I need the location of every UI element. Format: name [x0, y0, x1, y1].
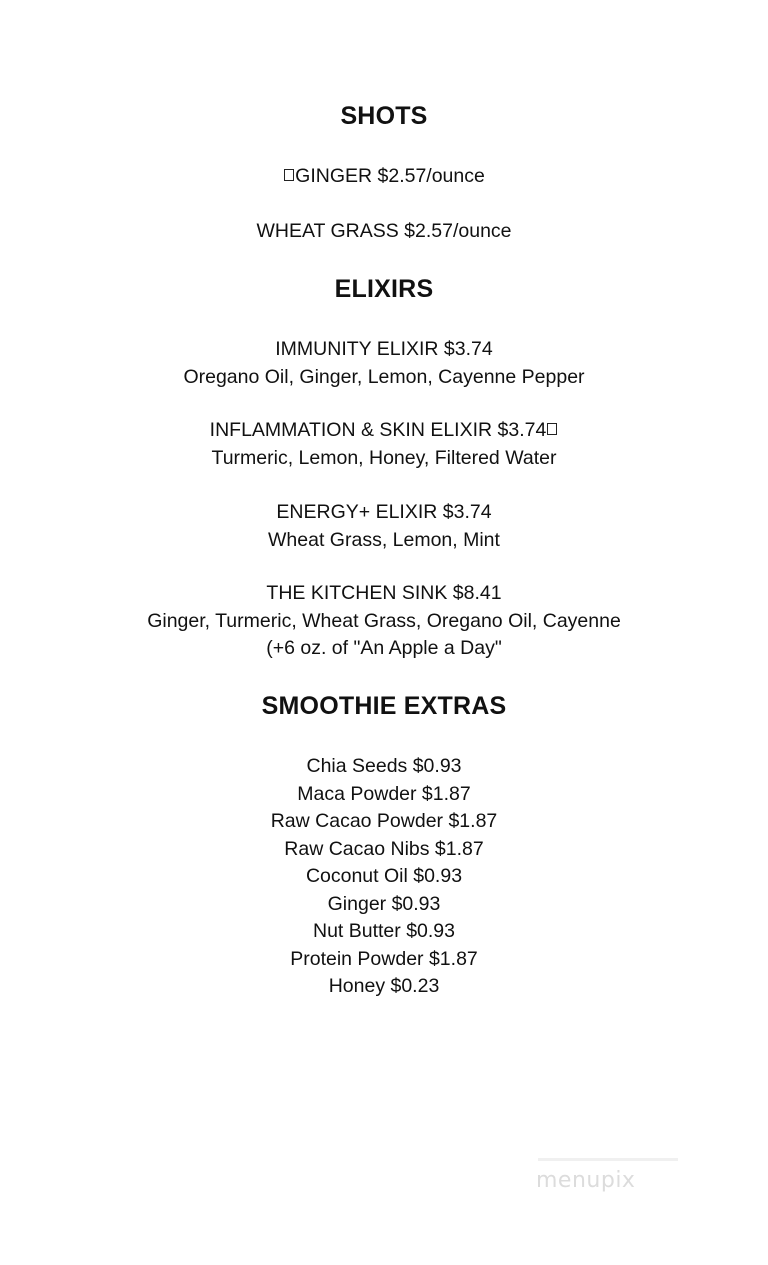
- watermark-bar: [538, 1158, 678, 1161]
- extra-item: Nut Butter $0.93: [312, 920, 455, 942]
- elixir-name: IMMUNITY ELIXIR $3.74: [275, 338, 493, 360]
- extra-item: Raw Cacao Powder $1.87: [270, 810, 498, 832]
- elixir-item-inflammation-skin: [0, 417, 768, 472]
- elixir-name-row: [0, 417, 768, 445]
- elixir-description: Turmeric, Lemon, Honey, Filtered Water: [211, 446, 557, 469]
- smoothie-extras-heading: SMOOTHIE EXTRAS: [261, 692, 507, 720]
- elixir-item-kitchen-sink: [0, 580, 768, 663]
- elixir-name: INFLAMMATION & SKIN ELIXIR $3.74: [209, 419, 547, 441]
- elixirs-heading: ELIXIRS: [334, 275, 434, 303]
- elixir-description: Ginger, Turmeric, Wheat Grass, Oregano Oil, Cayenne: [147, 609, 621, 632]
- extra-item: Ginger $0.93: [327, 892, 441, 915]
- extra-item: Coconut Oil $0.93: [305, 865, 463, 887]
- shots-heading: SHOTS: [340, 102, 428, 130]
- elixir-name: ENERGY+ ELIXIR $3.74: [276, 501, 492, 523]
- elixir-description: Oregano Oil, Ginger, Lemon, Cayenne Pepper: [183, 365, 585, 388]
- extra-item: Raw Cacao Nibs $1.87: [284, 837, 484, 860]
- missing-glyph-box-icon: [547, 423, 557, 435]
- extra-item: Protein Powder $1.87: [290, 947, 478, 970]
- shot-item-wheat-grass: WHEAT GRASS $2.57/ounce: [256, 220, 512, 242]
- watermark-logo: menupix: [536, 1168, 636, 1193]
- smoothie-extras-list: [0, 753, 768, 1001]
- missing-glyph-box-icon: [284, 169, 294, 181]
- extra-item: Maca Powder $1.87: [297, 782, 471, 805]
- shot-item-ginger: [0, 163, 768, 191]
- extra-item: Chia Seeds $0.93: [306, 755, 462, 777]
- elixir-name: THE KITCHEN SINK $8.41: [266, 582, 502, 604]
- elixir-description: Wheat Grass, Lemon, Mint: [268, 528, 500, 551]
- elixir-item-energy: [0, 499, 768, 554]
- shot-item-label: GINGER $2.57/ounce: [295, 165, 485, 187]
- elixir-description-note: (+6 oz. of "An Apple a Day": [266, 637, 502, 659]
- extra-item: Honey $0.23: [328, 975, 440, 997]
- elixir-item-immunity: [0, 336, 768, 391]
